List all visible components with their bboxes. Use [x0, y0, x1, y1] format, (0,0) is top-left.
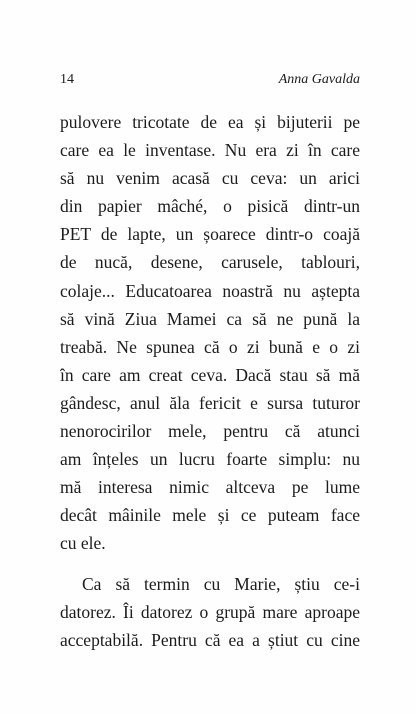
- text-line: mă interesa nimic altceva pe lume: [60, 477, 360, 498]
- text-line: să vină Ziua Mamei ca să ne pună la: [60, 308, 360, 329]
- text-line: colaje... Educatoarea noastră nu aștepta: [60, 280, 360, 301]
- text-line: treabă. Ne spunea că o zi bună e o zi: [60, 336, 360, 357]
- text-line: din papier mâché, o pisică dintr-un: [60, 196, 360, 217]
- text-line: PET de lapte, un șoarece dintr-o coajă: [60, 224, 360, 245]
- page-header: [60, 72, 360, 96]
- text-line: gândesc, anul ăla fericit e sursa tuturor: [60, 392, 360, 413]
- text-line: în care am creat ceva. Dacă stau să mă: [60, 364, 360, 385]
- text-line: să nu venim acasă cu ceva: un arici: [60, 168, 360, 189]
- text-line: nenorocirilor mele, pentru că atunci: [60, 421, 360, 442]
- paragraph: [60, 570, 360, 654]
- text-line: care ea le inventase. Nu era zi în care: [60, 140, 360, 161]
- paragraph: [60, 108, 360, 558]
- text-line: datorez. Îi datorez o grupă mare aproape: [60, 601, 360, 622]
- running-head-author: Anna Gavalda: [278, 72, 360, 87]
- text-line: am înțeles un lucru foarte simplu: nu: [60, 449, 360, 470]
- paragraph-gap: [60, 558, 360, 570]
- text-line: acceptabilă. Pentru că ea a știut cu cine: [60, 629, 360, 650]
- text-line: decât mâinile mele și ce puteam face: [60, 505, 360, 526]
- text-line: pulovere tricotate de ea și bijuterii pe: [60, 112, 360, 132]
- text-line: de nucă, desene, caruselе, tablouri,: [60, 252, 360, 273]
- text-line: Ca să termin cu Marie, știu ce-i: [82, 573, 360, 594]
- page-number: 14: [60, 72, 74, 87]
- text-line: cu ele.: [60, 533, 106, 554]
- body-text: [60, 108, 360, 654]
